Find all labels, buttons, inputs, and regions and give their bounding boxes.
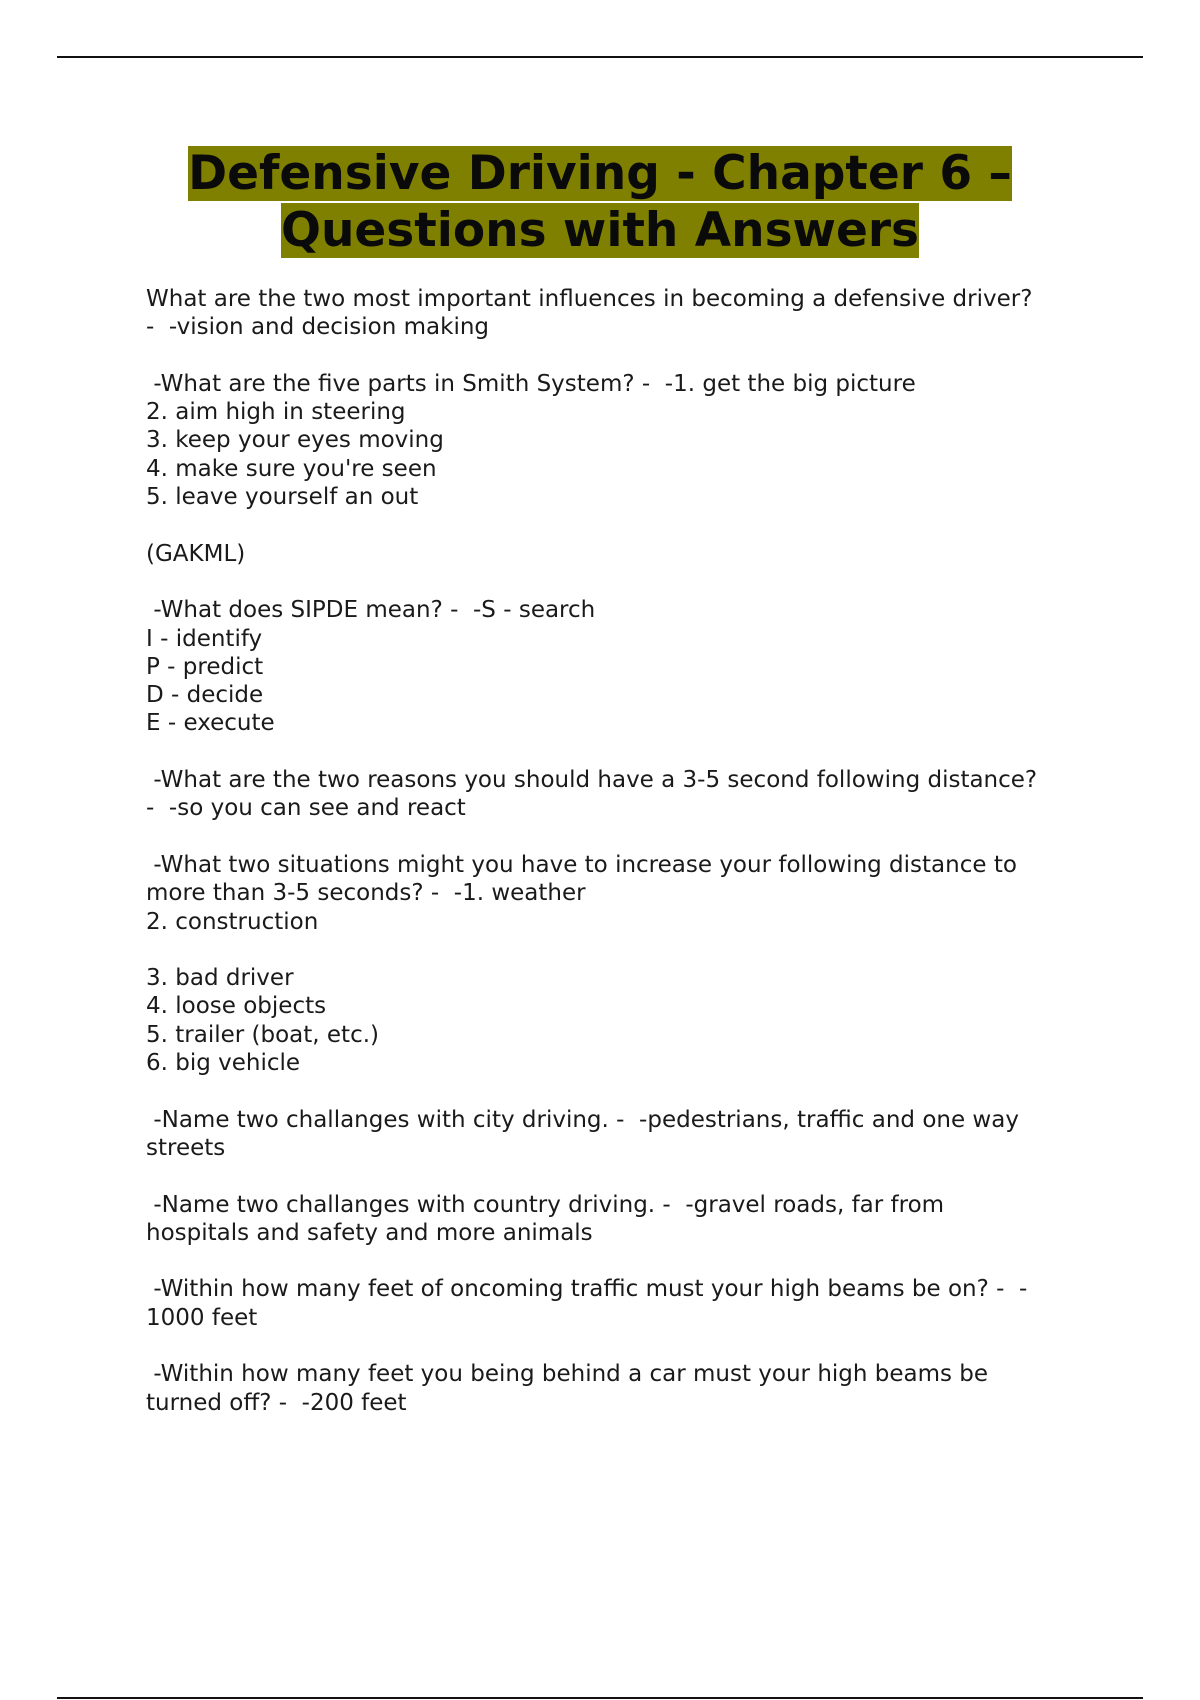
question-line: -Within how many feet you being behind a car must your high beams be [146,1361,989,1388]
answer-line: 3. bad driver [146,965,294,992]
answer-line: 5. leave yourself an out [146,484,419,511]
answer-line: 1000 feet [146,1304,258,1331]
blank-line [146,511,1106,539]
question-line: -Name two challanges with country driving. - -gravel roads, far from [146,1191,945,1218]
qa-item [146,851,1106,1077]
question-line: -Name two challanges with city driving. - -pedestrians, traffic and one way [146,1106,1019,1133]
qa-list [146,285,1106,1445]
answer-line: 2. construction [146,908,319,935]
title-line-1: Defensive Driving - Chapter 6 – [188,146,1012,201]
answer-line: more than 3-5 seconds? - -1. weather [146,880,586,907]
question-line: What are the two most important influences in becoming a defensive driver? [146,286,1033,312]
qa-item [146,370,1106,568]
answer-line: hospitals and safety and more animals [146,1219,593,1246]
question-line: -What are the five parts in Smith System? - -1. get the big picture [146,370,916,397]
qa-item [146,1106,1106,1163]
answer-line: E - execute [146,710,275,737]
answer-line: 4. loose objects [146,993,327,1020]
title-line-2: Questions with Answers [280,203,919,258]
qa-item [146,1360,1106,1417]
answer-line: - -vision and decision making [146,314,490,341]
answer-line: 5. trailer (boat, etc.) [146,1021,379,1048]
answer-line: D - decide [146,682,264,709]
answer-line: turned off? - -200 feet [146,1389,407,1416]
answer-line: 3. keep your eyes moving [146,427,444,454]
answer-line: P - predict [146,653,264,680]
qa-item [146,596,1106,737]
question-line: -What are the two reasons you should have a 3-5 second following distance? [146,767,1038,794]
answer-line: I - identify [146,625,263,652]
answer-line: (GAKML) [146,540,246,567]
qa-item [146,285,1106,342]
qa-item [146,1275,1106,1332]
answer-line: 4. make sure you're seen [146,455,437,482]
top-rule [57,56,1143,58]
blank-line [146,936,1106,964]
qa-item [146,766,1106,823]
answer-line: 2. aim high in steering [146,399,406,426]
question-line: -What two situations might you have to increase your following distance to [146,851,1017,878]
document-title [0,145,1200,259]
question-line: -What does SIPDE mean? - -S - search [146,597,596,624]
question-line: -Within how many feet of oncoming traffic must your high beams be on? - - [146,1276,1028,1303]
qa-item [146,1191,1106,1248]
answer-line: 6. big vehicle [146,1050,301,1077]
bottom-rule [57,1697,1143,1699]
answer-line: - -so you can see and react [146,795,466,822]
answer-line: streets [146,1134,226,1161]
